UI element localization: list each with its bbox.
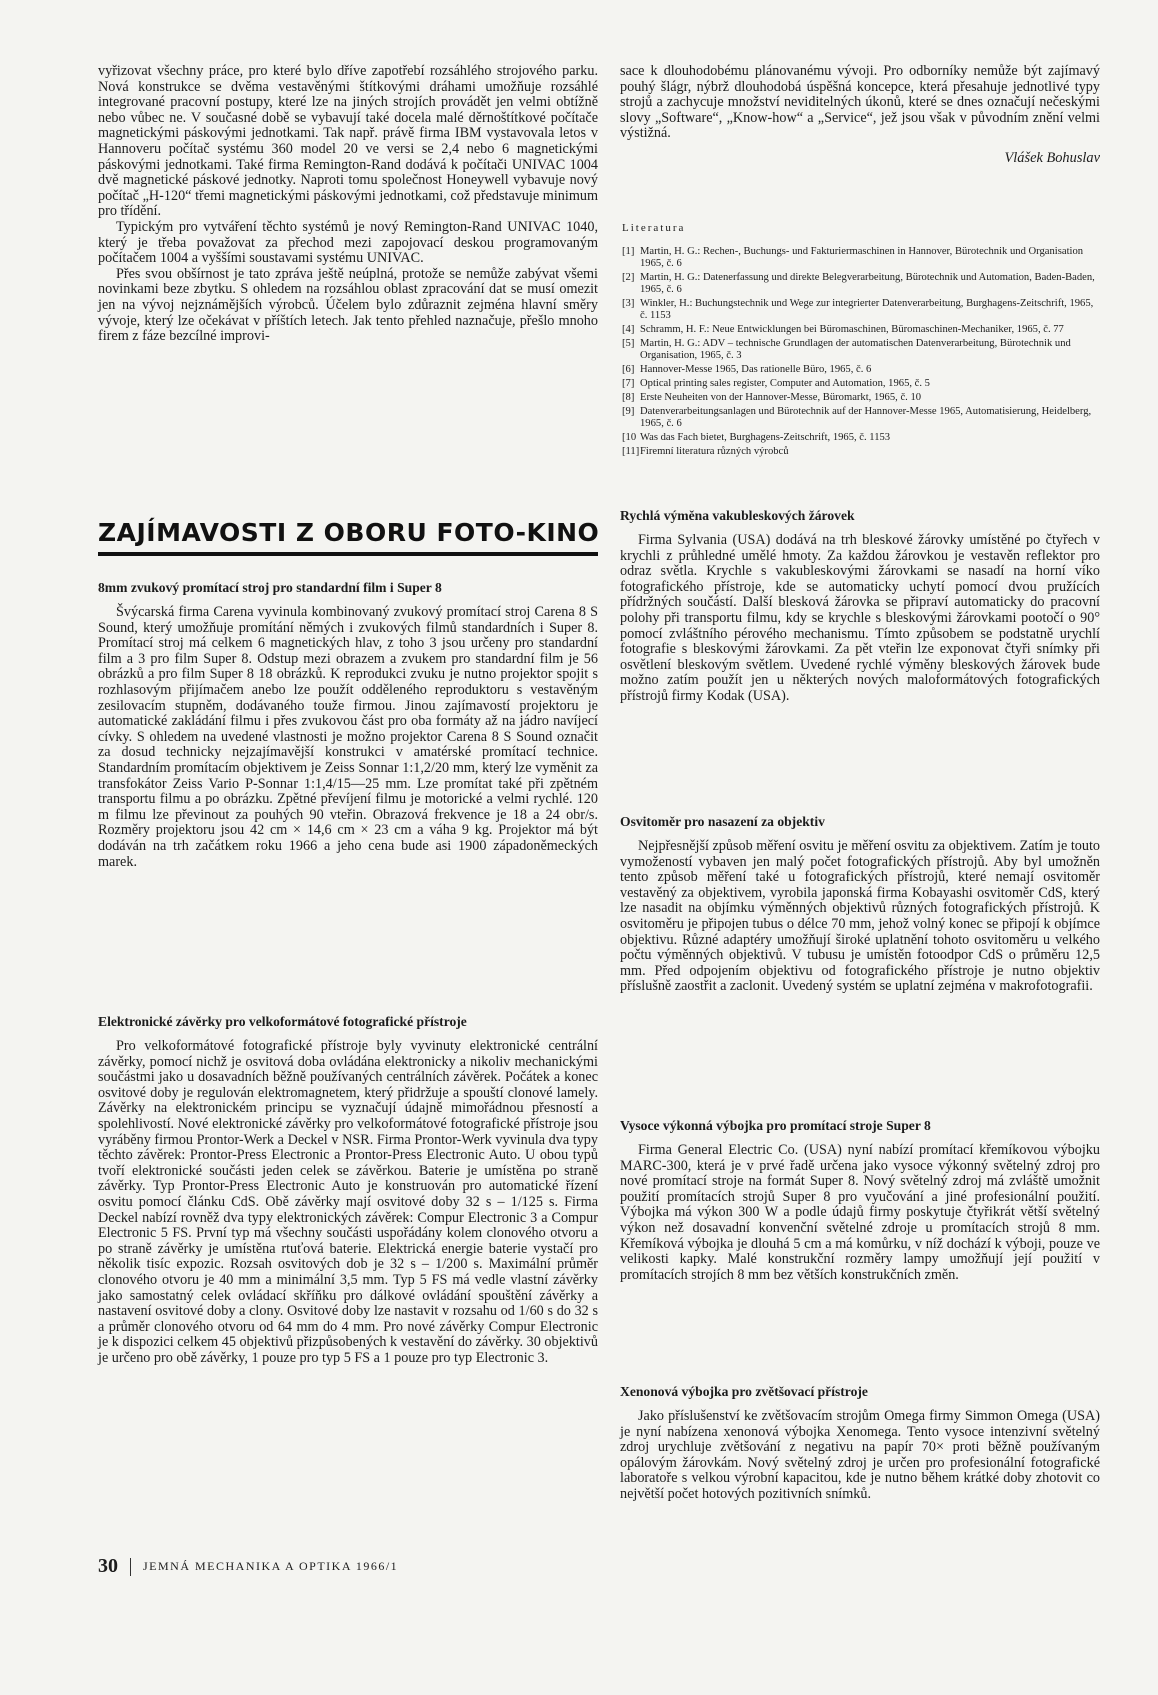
article-shutters bbox=[98, 1014, 598, 1366]
reference-item bbox=[622, 272, 1100, 296]
reference-text: Datenverarbeitungsanlagen und Bürotechnik auf der Hannover-Messe 1965, Automatisierung, Heidelberg, 1965, č. 6 bbox=[640, 406, 1092, 429]
journal-title: JEMNÁ MECHANIKA A OPTIKA 1966/1 bbox=[143, 1559, 399, 1573]
reference-text: Schramm, H. F.: Neue Entwicklungen bei Büromaschinen, Büromaschinen-Mechaniker, 1965, č. 77 bbox=[640, 324, 1064, 335]
article-lightmeter bbox=[620, 814, 1100, 995]
paragraph: sace k dlouhodobému plánovanému vývoji. Pro odborníky nemůže být zajímavý pouhý šlágr, nýbrž dlouhodobá úspěšná koncepce, která přesahuje jednotlivé typy strojů a zachycuje množství neviditelných úkonů, které se dnes označují nečeskými slovy „Software“, „Know-how“ a „Service“, jež jsou však v původním znění velmi výstižná. bbox=[620, 63, 1100, 142]
article-xenon bbox=[620, 1384, 1100, 1503]
reference-number: [11] bbox=[622, 446, 640, 457]
section-header bbox=[98, 518, 598, 547]
reference-item bbox=[622, 246, 1100, 270]
reference-item bbox=[622, 432, 1100, 444]
section-rule bbox=[98, 552, 598, 556]
article-title: Rychlá výměna vakubleskových žárovek bbox=[620, 508, 855, 523]
reference-number: [4] bbox=[622, 324, 635, 335]
article-body: Švýcarská firma Carena vyvinula kombinovaný zvukový promítací stroj Carena 8 S Sound, který umožňuje promítání němých i zvukových filmů standardních i Super 8. Promítací stroj má celkem 6 magnetických hlav, z toho 3 jsou určeny pro standardní film a 3 pro film Super 8. Odstup mezi obrazem a zvukem pro standardní film je 56 obrázků a pro film Super 8 18 obrázků. K reprodukci zvuku je nutno projektor spojit s rozhlasovým přijímačem anebo lze použít odděleného reproduktoru s vestavěným zesilovacím stupněm, dodávaného touže firmou. Jinou zajímavostí projektoru je automatické zakládání filmu i přes zvukovou část pro oba formáty až na jádro navíjecí cívky. S ohledem na uvedené vlastnosti je možno projektor Carena 8 S Sound označit za dosud technicky nejzajímavější konstrukci v amatérské promítací technice. Standardním promítacím objektivem je Zeiss Sonnar 1:1,2/20 mm, který lze vyměnit za transfokátor Zeiss Vario P-Sonnar 1:1,4/15—25 mm. Lze promítat také při zpětném transportu filmu a po obrázku. Zpětné převíjení filmu je motorické a velmi rychlé. 120 m filmu lze převinout za pouhých 90 vteřin. Obrazová frekvence je 18 a 24 obr/s. Rozměry projektoru jsou 42 cm × 14,6 cm × 23 cm a váha 9 kg. Projektor má být dodáván na trh začátkem roku 1966 a jeho cena bude asi 1900 západoněmeckých marek. bbox=[98, 604, 598, 870]
paragraph: Typickým pro vytváření těchto systémů je nový Remington-Rand UNIVAC 1040, který je třeba považovat za přechod mezi zapojovací deskou programovaným počítačem 1004 a vyššími soustavami systému UNIVAC. bbox=[98, 218, 598, 267]
reference-number: [3] bbox=[622, 298, 635, 309]
reference-list bbox=[622, 246, 1100, 458]
reference-item bbox=[622, 324, 1100, 336]
literature-heading: Literatura bbox=[622, 222, 686, 234]
literature bbox=[622, 222, 1100, 460]
article-body: Firma Sylvania (USA) dodává na trh bleskové žárovky umístěné po čtyřech v krychli z průhledné umělé hmoty. Za každou žárovkou je vestavěn reflektor pro odraz světla. Krychle s vakubleskovými žárovkami se nasadí na horní víko fotografického přístroje, kde se automaticky uchytí pomocí dvou pružících přídržných součástí. Další blesková žárovka se připraví automaticky do pracovní polohy při transportu filmu, kdy se krychle s bleskovými žárovkami pootočí o 90° pomocí zvláštního pérového mechanismu. Tímto způsobem se podstatně urychlí fotografie s bleskovými žárovkami. Za pět vteřin lze exponovat čtyři snímky při osvětlení bleskovým světlem. Uvedené rychlé výměny bleskových žárovek bude možno zatím použít jen u některých nových maloformátových fotografických přístrojů firmy Kodak (USA). bbox=[620, 532, 1100, 704]
reference-item bbox=[622, 364, 1100, 376]
reference-item bbox=[622, 392, 1100, 404]
reference-item bbox=[622, 298, 1100, 322]
reference-item bbox=[622, 378, 1100, 390]
reference-text: Was das Fach bietet, Burghagens-Zeitschrift, 1965, č. 1153 bbox=[640, 432, 891, 443]
article-title: Osvitoměr pro nasazení za objektiv bbox=[620, 814, 825, 829]
page-footer bbox=[98, 1555, 398, 1578]
article-title: 8mm zvukový promítací stroj pro standardní film i Super 8 bbox=[98, 580, 442, 595]
reference-text: Optical printing sales register, Computer and Automation, 1965, č. 5 bbox=[640, 378, 930, 389]
article-body: Pro velkoformátové fotografické přístroje byly vyvinuty elektronické centrální závěrky, pomocí nichž je osvitová doba ovládána elektronicky a nikoliv mechanickými součástmi jako u dosavadních běžně používaných centrálních závěrek. Počátek a konec osvitové doby je regulován elektromagnetem, který přidržuje a spouští clonové lamely. Závěrky na elektronickém principu se vyznačují údajně mimořádnou přesností a spolehlivostí. Nové elektronické závěrky pro velkoformátové fotografické přístroje jsou vyráběny firmou Prontor-Werk a Deckel v NSR. Firma Prontor-Werk vyvinula dva typy těchto závěrek: Prontor-Press Electronic a Prontor-Press Electronic Auto. U obou typů tvoří elektronické součásti jeden celek se závěrkou. Baterie je umístěna po straně závěrky. Typ Prontor-Press Electronic Auto je konstruován pro automatické řízení osvitu pomocí článku CdS. Obě závěrky mají osvitové doby 32 s – 1/125 s. Firma Deckel nabízí rovněž dva typy elektronických závěrek: Compur Electronic 3 a Compur Electronic 5 FS. První typ má všechny součásti uspořádány kolem clonového otvoru a po straně závěrky je umístěna rtuťová baterie. Elektrická energie baterie vystačí pro několik tisíc expozic. Rozsah osvitových dob je 32 s – 1/200 s. Maximální průměr clonového otvoru je 40 mm a minimální 3,5 mm. Typ 5 FS má vedle vlastní závěrky jako samostatný celek ovládací skříňku pro dálkové ovládání spouštění závěrky a nastavení osvitové doby a clony. Osvitové doby lze nastavit v rozsahu od 1/60 s do 32 s a průměr clonového otvoru od 64 mm do 4 mm. Pro nové závěrky Compur Electronic je k dispozici celkem 45 objektivů přizpůsobených k vestavění do závěrky. 30 objektivů je určeno pro obě závěrky, 1 pouze pro typ 5 FS a 1 pouze pro typ Electronic 3. bbox=[98, 1038, 598, 1366]
article-body: Nejpřesnější způsob měření osvitu je měření osvitu za objektivem. Zatím je touto vymožeností vybaven jen malý počet fotografických přístrojů. Aby byl umožněn tento způsob měření také u fotografických přístrojů, které nemají osvitoměr vestavěný za objektivem, vyrobila japonská firma Kobayashi osvitoměr CdS, který lze nasadit na objímku výměnných objektivů různých fotografických přístrojů. K osvitoměru je připojen tubus o délce 70 mm, jehož volný konec se připojí k objímce objektivu. Různé adaptéry umožňují široké uplatnění tohoto osvitoměru u velkého počtu výměnných objektivů. V tubusu je umístěn fotoodpor CdS o průměru 12,5 mm. Před odpojením objektivu od fotografického přístroje je nutno objektiv příslušně zaostřit a zaclonit. Uvedený systém se uplatní zejména v makrofotografii. bbox=[620, 838, 1100, 995]
page-number: 30 bbox=[98, 1555, 118, 1577]
reference-text: Hannover-Messe 1965, Das rationelle Büro, 1965, č. 6 bbox=[640, 364, 872, 375]
article-flashbulbs bbox=[620, 508, 1100, 705]
article-arclamp bbox=[620, 1118, 1100, 1283]
reference-text: Martin, H. G.: Datenerfassung und direkte Belegverarbeitung, Bürotechnik und Automation, Baden-Baden, 1965, č. 6 bbox=[640, 272, 1095, 295]
author-signature: Vlášek Bohuslav bbox=[1004, 149, 1100, 166]
reference-number: [7] bbox=[622, 378, 635, 389]
section-title: ZAJÍMAVOSTI Z OBORU FOTO-KINO bbox=[98, 518, 600, 547]
paragraph: Přes svou obšírnost je tato zpráva ještě neúplná, protože se nemůže zabývat všemi novinkami beze zbytku. S ohledem na rozsáhlou oblast zpracování dat se musí omezit jen na vývoj nejznámějších výrobců. Účelem bylo zdůraznit zejména hlavní směry vývoje, který lze očekávat v příštích letech. Jak tento přehled naznačuje, přešlo mnoho firem z fáze bezcílné improvi- bbox=[98, 265, 598, 345]
reference-text: Firemní literatura různých výrobců bbox=[640, 446, 789, 457]
reference-text: Martin, H. G.: Rechen-, Buchungs- und Fakturiermaschinen in Hannover, Bürotechnik und Organisation 1965, č. 6 bbox=[640, 246, 1084, 269]
reference-number: [2] bbox=[622, 272, 635, 283]
reference-number: [9] bbox=[622, 406, 635, 417]
article-title: Xenonová výbojka pro zvětšovací přístroje bbox=[620, 1384, 868, 1399]
reference-item bbox=[622, 406, 1100, 430]
article-title: Elektronické závěrky pro velkoformátové fotografické přístroje bbox=[98, 1014, 467, 1029]
reference-number: [6] bbox=[622, 364, 635, 375]
reference-text: Winkler, H.: Buchungstechnik und Wege zur integrierter Datenverarbeitung, Burghagens-Zeitschrift, 1965, č. 1153 bbox=[640, 298, 1094, 321]
article-projector bbox=[98, 580, 598, 870]
paragraph: vyřizovat všechny práce, pro které bylo dříve zapotřebí rozsáhlého strojového parku. Nová konstrukce se dvěma vestavěnými štítkovými dráhami umožňuje rozsáhlé integrované pracovní postupy, které lze na jiných strojích provádět jen velmi obtížně nebo vůbec ne. V současné době se vybavují také docela malé děrnoštítkové počítače magnetickými páskovými jednotkami. Tak např. právě firma IBM vystavovala letos v Hannoveru počítač systému 360 model 20 ve versi se 2,4 nebo 6 magnetickými páskovými jednotkami. Také firma Remington-Rand dodává k počítači UNIVAC 1004 dvě magnetické páskové jednotky. Naproti tomu společnost Honeywell vybavuje nový počítač „H-120“ třemi magnetickými páskovými jednotkami, což představuje minimum pro třídění. bbox=[98, 63, 598, 220]
reference-number: [10 bbox=[622, 432, 637, 443]
article-body: Firma General Electric Co. (USA) nyní nabízí promítací křemíkovou výbojku MARC-300, která je v prvé řadě určena jako vysoce výkonný světelný zdroj pro nové promítací stroje na formát Super 8. Nový světelný zdroj má zvláště umožnit použití promítacích strojů Super 8 pro vyučování a jiné profesionální použití. Výbojka má výkon 300 W a podle údajů firmy poskytuje čtyřikrát větší světelný výkon než dosavadní konvenční světelné zdroje u promítacích strojů 8 mm. Křemíková výbojka je dlouhá 5 cm a má komůrku, v níž dochází k výboji, pouze ve velikosti kapky. Malé konstrukční rozměry lampy umožňují její použití v promítacích strojích 8 mm bez větších konstrukčních změn. bbox=[620, 1142, 1100, 1283]
article-title: Vysoce výkonná výbojka pro promítací stroje Super 8 bbox=[620, 1118, 931, 1133]
reference-item bbox=[622, 338, 1100, 362]
reference-number: [1] bbox=[622, 246, 635, 257]
reference-number: [8] bbox=[622, 392, 635, 403]
reference-text: Erste Neuheiten von der Hannover-Messe, Büromarkt, 1965, č. 10 bbox=[640, 392, 922, 403]
article-continuation-right bbox=[620, 64, 1100, 167]
footer-divider bbox=[130, 1558, 131, 1576]
reference-number: [5] bbox=[622, 338, 635, 349]
reference-item bbox=[622, 446, 1100, 458]
article-continuation-left bbox=[98, 64, 598, 345]
article-body: Jako příslušenství ke zvětšovacím strojům Omega firmy Simmon Omega (USA) je nyní nabízena xenonová výbojka Xenomega. Tento vysoce intenzivní světelný zdroj urychluje zvětšování z negativu na papír 70× proti běžně používaným opálovým žárovkám. Nový světelný zdroj je určen pro profesionální fotografické laboratoře s velkou výrobní kapacitou, kde je nutno během krátké doby zhotovit co největší počet hotových pozitivních snímků. bbox=[620, 1408, 1100, 1502]
reference-text: Martin, H. G.: ADV – technische Grundlagen der automatischen Datenverarbeitung, Bürotechnik und Organisation, 1965, č. 3 bbox=[640, 338, 1071, 361]
